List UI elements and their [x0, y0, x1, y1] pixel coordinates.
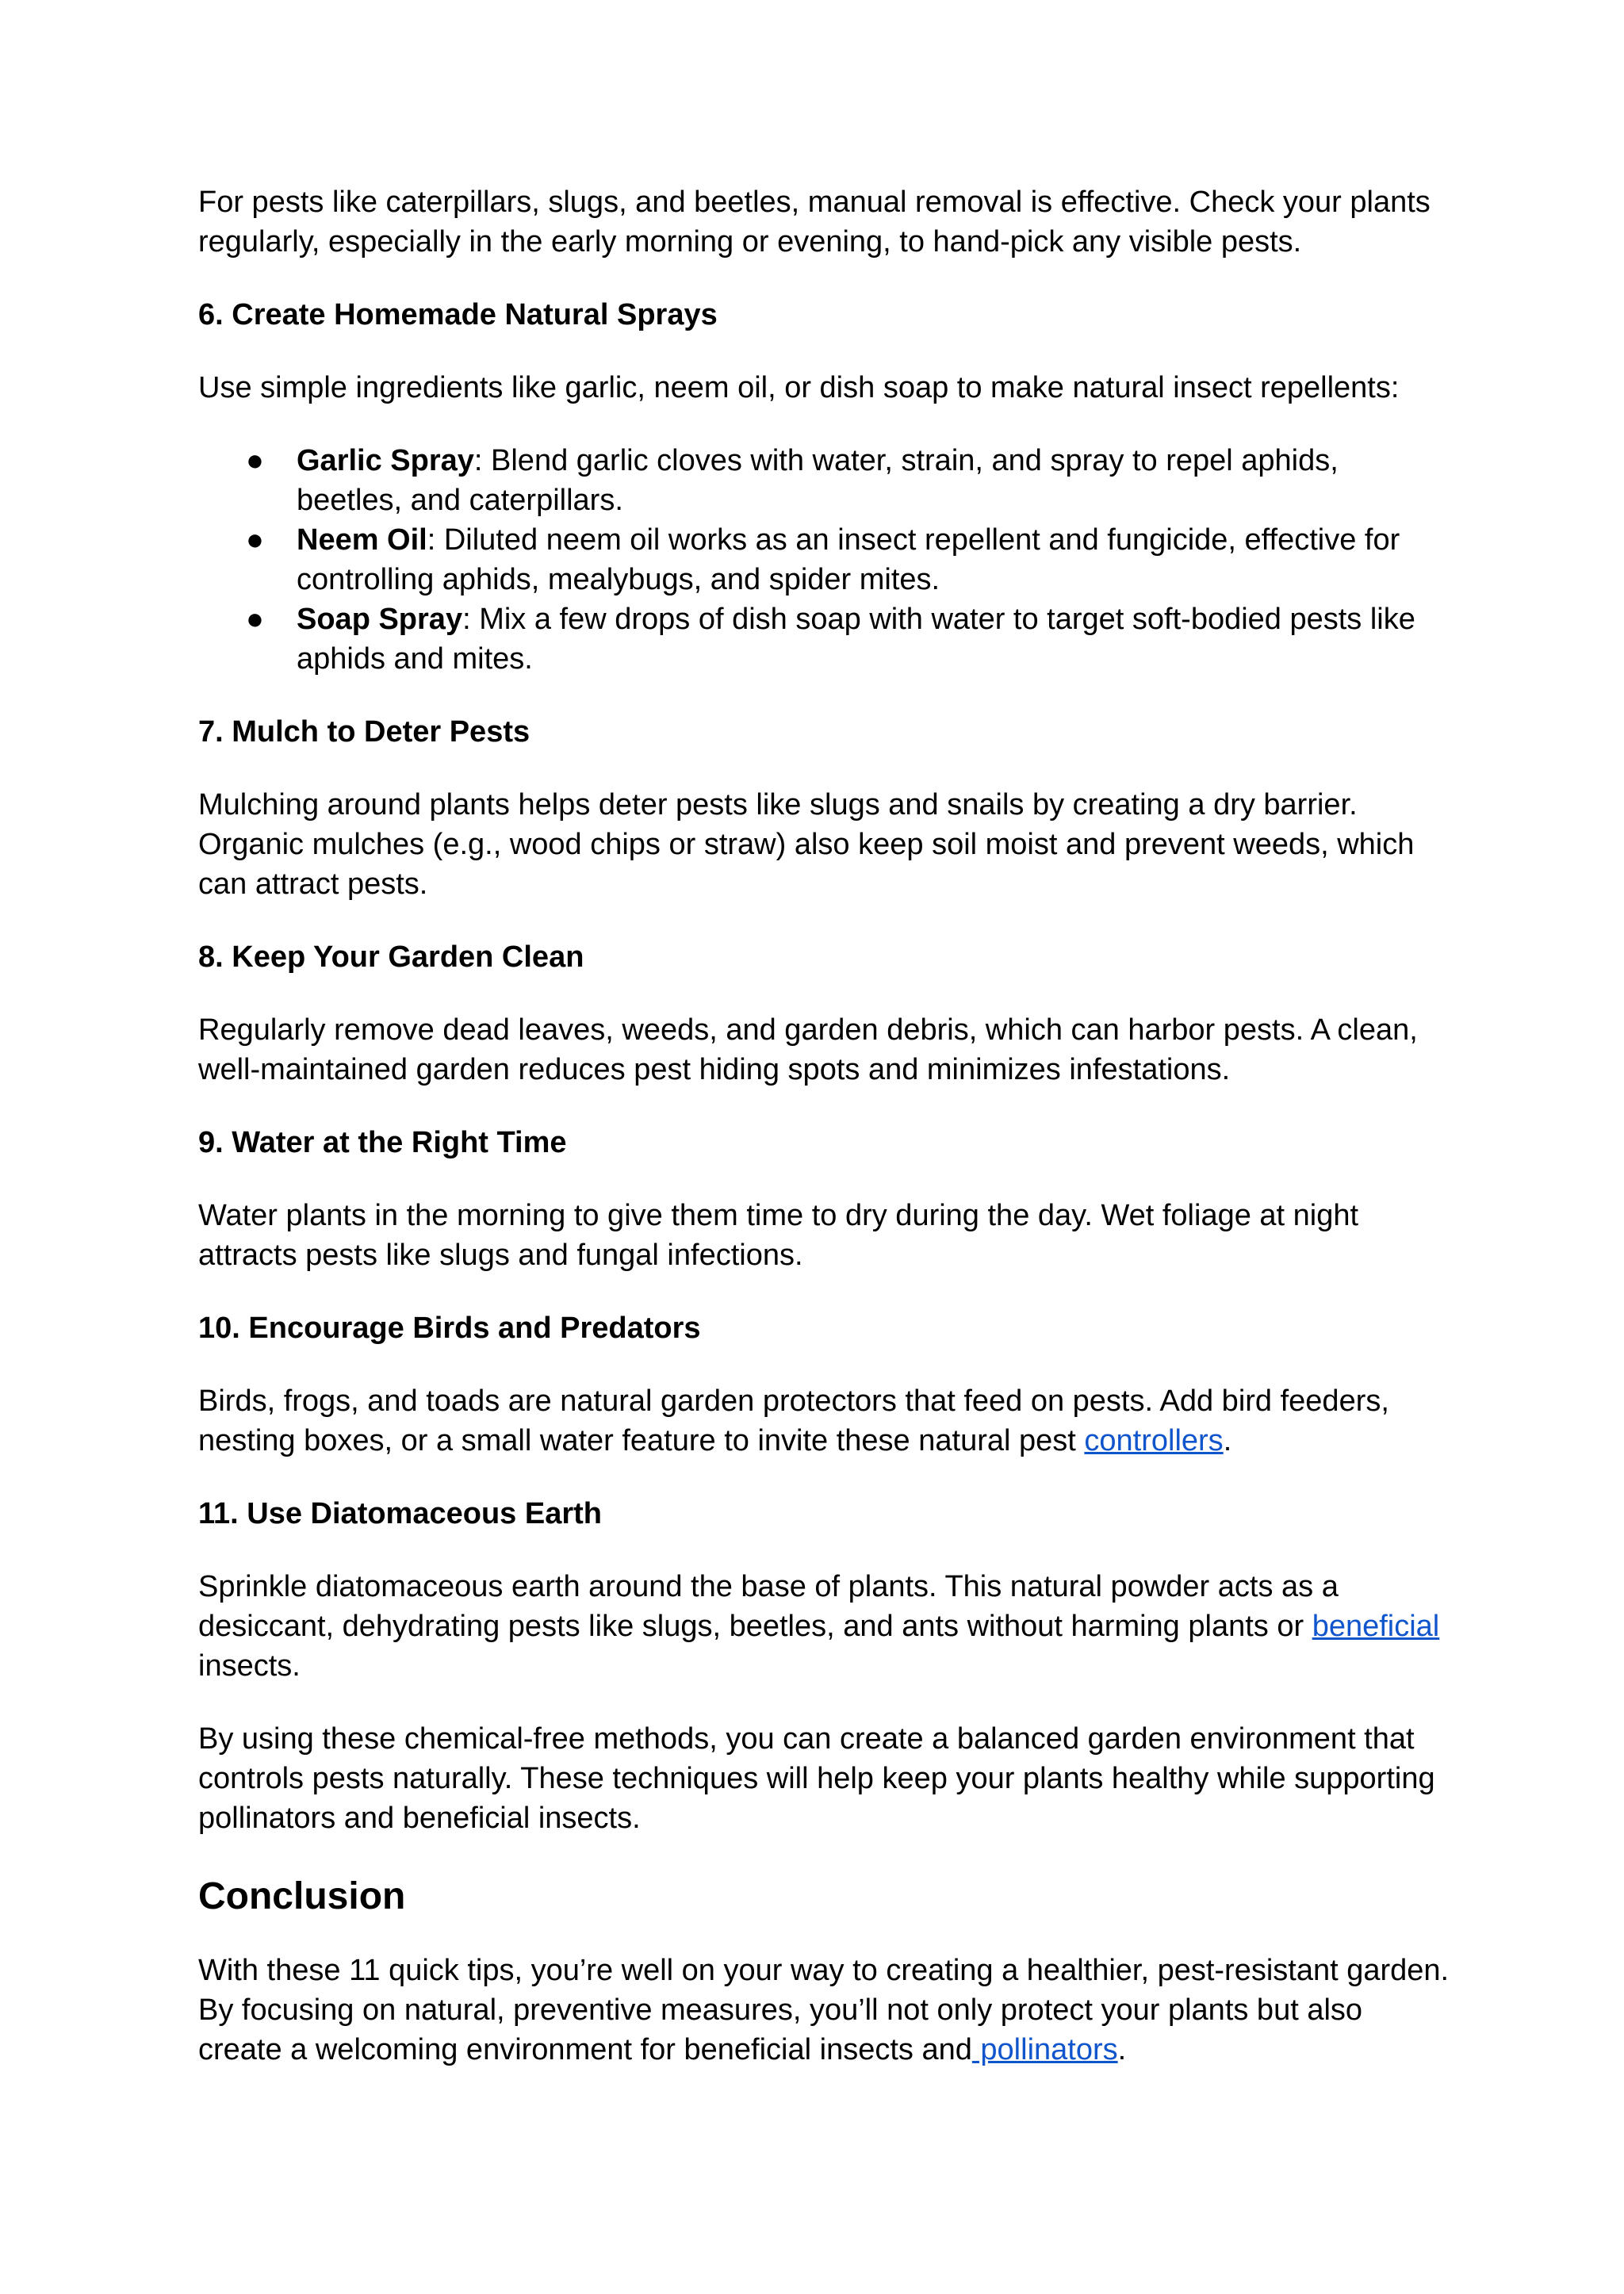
- heading-conclusion: Conclusion: [198, 1875, 406, 1917]
- bullet-icon: ●: [246, 523, 264, 557]
- beneficial-link[interactable]: beneficial: [1312, 1610, 1440, 1643]
- list-item: [198, 599, 1451, 679]
- list-item-text: : Mix a few drops of dish soap with water to target soft-bodied pests like aphids and mites.: [297, 603, 1415, 676]
- heading-garden-clean: 8. Keep Your Garden Clean: [198, 940, 584, 974]
- controllers-link[interactable]: controllers: [1084, 1424, 1224, 1457]
- birds-text-after: .: [1223, 1424, 1232, 1457]
- mulch-paragraph: Mulching around plants helps deter pests like slugs and snails by creating a dry barrier. Organic mulches (e.g., wood chips or straw) also keep soil moist and prevent weeds, which can attract pests.: [198, 788, 1415, 901]
- list-item-term: Neem Oil: [297, 523, 427, 557]
- garden-clean-paragraph: Regularly remove dead leaves, weeds, and garden debris, which can harbor pests. A clean, well-maintained garden reduces pest hiding spots and minimizes infestations.: [198, 1013, 1418, 1086]
- closing-paragraph: By using these chemical-free methods, you can create a balanced garden environment that controls pests naturally. These techniques will help keep your plants healthy while supporting pollinators and beneficial insects.: [198, 1722, 1435, 1835]
- list-item-term: Soap Spray: [297, 603, 463, 636]
- bullet-icon: ●: [246, 603, 264, 636]
- list-item-text: : Diluted neem oil works as an insect repellent and fungicide, effective for controlling aphids, mealybugs, and spider mites.: [297, 523, 1400, 596]
- diatomaceous-text-after: insects.: [198, 1649, 301, 1683]
- heading-mulch: 7. Mulch to Deter Pests: [198, 715, 530, 749]
- sprays-list: [198, 441, 1451, 679]
- list-item: [198, 520, 1451, 599]
- birds-predators-paragraph: [198, 1381, 1451, 1461]
- heading-birds-predators: 10. Encourage Birds and Predators: [198, 1312, 701, 1345]
- heading-natural-sprays: 6. Create Homemade Natural Sprays: [198, 298, 718, 331]
- list-item-term: Garlic Spray: [297, 444, 474, 477]
- birds-text-before: Birds, frogs, and toads are natural garden protectors that feed on pests. Add bird feeders, nesting boxes, or a small water feature to invite these natural pest: [198, 1384, 1389, 1457]
- natural-sprays-intro: Use simple ingredients like garlic, neem oil, or dish soap to make natural insect repellents:: [198, 371, 1400, 404]
- list-item: [198, 441, 1451, 520]
- conclusion-text-after: .: [1117, 2033, 1127, 2066]
- conclusion-paragraph: [198, 1951, 1451, 2070]
- heading-diatomaceous-earth: 11. Use Diatomaceous Earth: [198, 1497, 602, 1530]
- document-page: [198, 182, 1451, 2103]
- water-timing-paragraph: Water plants in the morning to give them time to dry during the day. Wet foliage at night attracts pests like slugs and fungal infections.: [198, 1199, 1359, 1272]
- list-item-text: : Blend garlic cloves with water, strain, and spray to repel aphids, beetles, and caterpillars.: [297, 444, 1339, 517]
- diatomaceous-text-before: Sprinkle diatomaceous earth around the base of plants. This natural powder acts as a desiccant, dehydrating pests like slugs, beetles, and ants without harming plants or: [198, 1570, 1339, 1643]
- bullet-icon: ●: [246, 444, 264, 477]
- heading-water-timing: 9. Water at the Right Time: [198, 1126, 567, 1159]
- conclusion-text-before: With these 11 quick tips, you’re well on your way to creating a healthier, pest-resistant garden. By focusing on natural, preventive measures, you’ll not only protect your plants but also create a welcoming environment for beneficial insects and: [198, 1954, 1450, 2066]
- intro-paragraph: For pests like caterpillars, slugs, and beetles, manual removal is effective. Check your plants regularly, especially in the early morning or evening, to hand-pick any visible pests.: [198, 186, 1431, 259]
- diatomaceous-paragraph: [198, 1567, 1451, 1686]
- pollinators-link[interactable]: pollinators: [971, 2033, 1118, 2066]
